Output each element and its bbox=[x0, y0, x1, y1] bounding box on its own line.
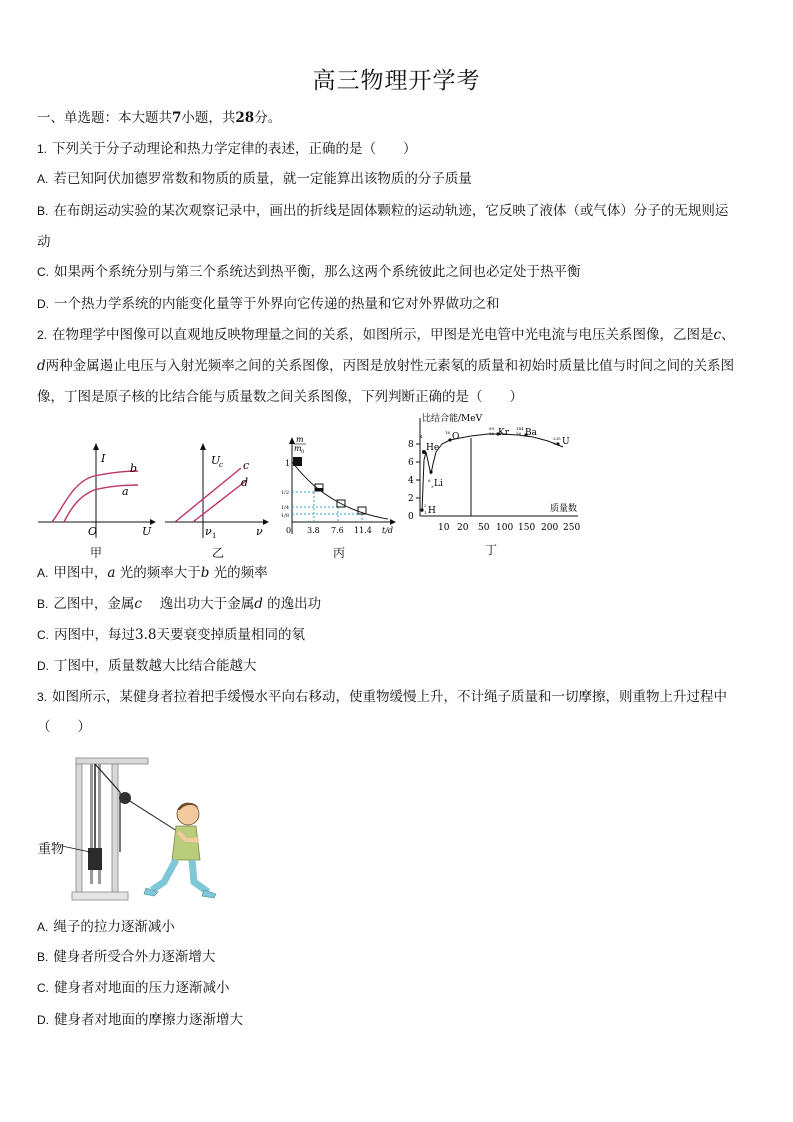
label-o: O bbox=[452, 432, 460, 442]
x-tick-150: 150 bbox=[518, 523, 536, 533]
q1-option-a[interactable]: A. 若已知阿伏加德罗常数和物质的质量，就一定能算出该物质的分子质量 bbox=[37, 171, 472, 187]
svg-text:144: 144 bbox=[516, 426, 524, 431]
q3-option-c[interactable]: C. 健身者对地面的压力逐渐减小 bbox=[37, 980, 230, 996]
q1-option-c[interactable]: C. 如果两个系统分别与第三个系统达到热平衡，那么这两个系统彼此之间也必定处于热平衡 bbox=[37, 264, 581, 280]
q2-option-c[interactable]: C. 丙图中，每过3.8天要衰变掉质量相同的氡 bbox=[37, 627, 305, 643]
x-tick-3-8: 3.8 bbox=[307, 526, 320, 535]
figure-yi bbox=[165, 440, 270, 540]
label-h: H bbox=[428, 506, 436, 516]
y-tick-eighth: 1/8 bbox=[281, 513, 290, 519]
caption-yi: 乙 bbox=[212, 546, 225, 560]
figure-jia bbox=[38, 440, 156, 540]
svg-text:235: 235 bbox=[553, 436, 561, 441]
figure-gym bbox=[68, 752, 228, 912]
svg-text:36: 36 bbox=[489, 431, 495, 436]
svg-text:4: 4 bbox=[420, 434, 423, 439]
axis-label-uc-sub: c bbox=[219, 461, 223, 469]
y-tick-1: 1 bbox=[285, 459, 291, 468]
curve-label-b: b bbox=[130, 462, 138, 475]
q2-stem-line2: d两种金属遏止电压与入射光频率之间的关系图像，丙图是放射性元素氡的质量和初始时质量比值与时间之间的关系图 bbox=[37, 358, 735, 374]
y-label-m: m bbox=[296, 435, 304, 444]
axis-label-nu: ν bbox=[256, 525, 263, 538]
svg-text:56: 56 bbox=[516, 431, 522, 436]
x-tick-11-4: 11.4 bbox=[354, 526, 372, 535]
y-tick-2: 2 bbox=[408, 494, 414, 504]
page-title: 高三物理开学考 bbox=[312, 68, 481, 94]
x-tick-250: 250 bbox=[563, 523, 581, 533]
q3-option-b[interactable]: B. 健身者所受合外力逐渐增大 bbox=[37, 949, 216, 965]
q2-option-b[interactable]: B. 乙图中，金属c 逸出功大于金属d 的逸出功 bbox=[37, 596, 322, 612]
x-label-mass: 质量数 bbox=[550, 504, 578, 514]
label-kr: Kr bbox=[498, 428, 510, 438]
line-c bbox=[175, 468, 241, 522]
y-label-m0: m bbox=[294, 444, 302, 453]
tick-nu1: ν bbox=[205, 525, 212, 538]
svg-text:89: 89 bbox=[489, 426, 495, 431]
x-tick-0: 0 bbox=[286, 526, 292, 535]
y-label-m0-sub: 0 bbox=[301, 449, 305, 455]
q3-stem-cont: （ ） bbox=[37, 719, 91, 735]
y-label-binding: 比结合能/MeV bbox=[422, 414, 483, 424]
label-weight: 重物 bbox=[38, 842, 65, 857]
line-label-d: d bbox=[241, 476, 249, 489]
y-tick-8: 8 bbox=[408, 440, 414, 450]
svg-text:3: 3 bbox=[431, 484, 434, 489]
label-u: U bbox=[562, 437, 570, 447]
x-tick-50: 50 bbox=[478, 523, 490, 533]
q3-stem: 3. 如图所示，某健身者拉着把手缓慢水平向右移动，使重物缓慢上升，不计绳子质量和一切摩擦，则重物上升过程中 bbox=[37, 689, 728, 705]
svg-text:92: 92 bbox=[553, 441, 559, 446]
y-tick-6: 6 bbox=[408, 458, 414, 468]
y-tick-quarter: 1/4 bbox=[281, 505, 290, 511]
x-label-td: t/d bbox=[382, 526, 394, 535]
q1-option-b[interactable]: B. 在布朗运动实验的某次观察记录中，画出的折线是固体颗粒的运动轨迹，它反映了液体（或气体）分子的无规则运 bbox=[37, 203, 729, 219]
x-tick-100: 100 bbox=[496, 523, 514, 533]
person-shirt bbox=[172, 826, 200, 860]
q2-stem-line1: 2. 在物理学中图像可以直观地反映物理量之间的关系，如图所示，甲图是光电管中光电流与电压关系图像，乙图是c、 bbox=[37, 327, 735, 343]
q2-option-d[interactable]: D. 丁图中，质量数越大比结合能越大 bbox=[37, 658, 257, 674]
tick-nu1-sub: 1 bbox=[212, 532, 217, 540]
figure-bing bbox=[280, 430, 400, 542]
figure-ding bbox=[398, 410, 588, 535]
origin-label: O bbox=[88, 525, 98, 538]
caption-ding: 丁 bbox=[485, 543, 498, 557]
axis-label-i: I bbox=[101, 452, 106, 465]
q1-option-d[interactable]: D. 一个热力学系统的内能变化量等于外界向它传递的热量和它对外界做功之和 bbox=[37, 296, 500, 312]
line-label-c: c bbox=[243, 459, 250, 472]
section-header: 一、单选题：本大题共7小题，共28分。 bbox=[37, 110, 282, 126]
x-tick-10: 10 bbox=[438, 523, 450, 533]
q2-option-a[interactable]: A. 甲图中，a 光的频率大于b 光的频率 bbox=[37, 565, 268, 581]
x-tick-200: 200 bbox=[541, 523, 559, 533]
svg-text:16: 16 bbox=[445, 430, 451, 435]
caption-jia: 甲 bbox=[90, 546, 103, 560]
svg-text:6: 6 bbox=[428, 478, 431, 483]
curve-label-a: a bbox=[122, 485, 129, 498]
svg-text:1: 1 bbox=[424, 510, 427, 515]
y-tick-0: 0 bbox=[408, 512, 414, 522]
point-li bbox=[429, 470, 432, 473]
label-li: Li bbox=[434, 479, 443, 489]
y-tick-half: 1/2 bbox=[281, 490, 290, 496]
sample-block-1 bbox=[293, 457, 302, 466]
label-he: He bbox=[426, 443, 440, 453]
label-ba: Ba bbox=[525, 428, 537, 438]
label-pointer bbox=[62, 844, 92, 854]
q2-stem-line3: 像，丁图是原子核的比结合能与质量数之间关系图像，下列判断正确的是（ ） bbox=[37, 389, 523, 405]
q1-stem: 1. 下列关于分子动理论和热力学定律的表述，正确的是（ ） bbox=[37, 141, 417, 157]
caption-bing: 丙 bbox=[333, 546, 346, 560]
axis-label-uc: U bbox=[211, 454, 221, 467]
axis-label-u: U bbox=[142, 525, 152, 538]
svg-text:2: 2 bbox=[424, 503, 427, 508]
q3-option-a[interactable]: A. 绳子的拉力逐渐减小 bbox=[37, 919, 175, 935]
x-tick-7-6: 7.6 bbox=[331, 526, 344, 535]
y-tick-4: 4 bbox=[408, 476, 414, 486]
q1-option-b-cont: 动 bbox=[37, 234, 51, 250]
x-tick-20: 20 bbox=[457, 523, 469, 533]
q3-option-d[interactable]: D. 健身者对地面的摩擦力逐渐增大 bbox=[37, 1012, 243, 1028]
